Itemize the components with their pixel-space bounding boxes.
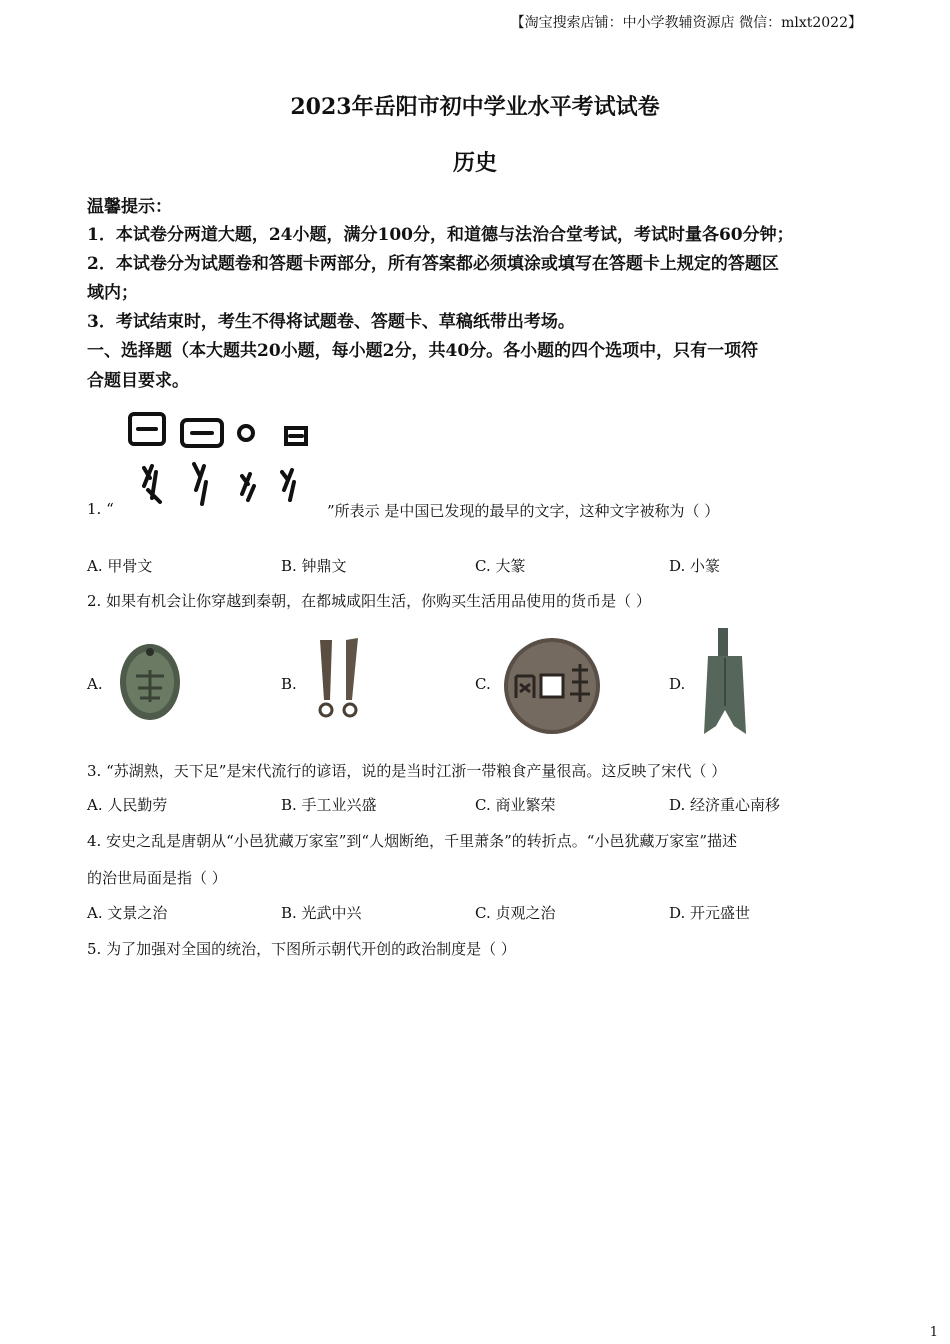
q4-option-a: A. 文景之治 — [87, 904, 168, 922]
question-1-stem-suffix: ”所表示 是中国已发现的最早的文字，这种文字被称为（ ） — [327, 502, 720, 520]
section-heading-cont: 合题目要求。 — [87, 371, 189, 391]
question-3-stem: 3. “苏湖熟，天下足”是宋代流行的谚语，说的是当时江浙一带粮食产量很高。这反映了宋代（ ） — [87, 762, 727, 780]
tips-heading: 温馨提示： — [87, 197, 172, 217]
q4-option-b: B. 光武中兴 — [281, 904, 362, 922]
knife-coin-image — [312, 636, 364, 720]
q3-option-d: D. 经济重心南移 — [669, 796, 781, 814]
q3-option-c: C. 商业繁荣 — [475, 796, 556, 814]
question-2-stem: 2. 如果有机会让你穿越到秦朝，在都城咸阳生活，你购买生活用品使用的货币是（ ） — [87, 592, 651, 610]
question-1-stem-prefix: 1. “ — [87, 500, 114, 518]
section-heading: 一、选择题（本大题共20小题，每小题2分，共40分。各小题的四个选项中，只有一项符 — [87, 341, 759, 361]
oracle-bone-script-image — [122, 406, 322, 511]
q3-option-b: B. 手工业兴盛 — [281, 796, 377, 814]
q1-option-a: A. 甲骨文 — [87, 557, 153, 575]
q2-option-b: B. — [281, 675, 297, 693]
subject-title: 历史 — [452, 150, 497, 176]
banliang-coin-image — [500, 636, 604, 736]
q1-option-b: B. 钟鼎文 — [281, 557, 347, 575]
question-4-stem-cont: 的治世局面是指（ ） — [87, 869, 227, 887]
q4-option-c: C. 贞观之治 — [475, 904, 556, 922]
q4-option-d: D. 开元盛世 — [669, 904, 751, 922]
tip-item: 1．本试卷分两道大题，24小题，满分100分，和道德与法治合堂考试，考试时量各60分钟； — [87, 225, 794, 245]
question-4-stem: 4. 安史之乱是唐朝从“小邑犹藏万家室”到“人烟断绝，千里萧条”的转折点。“小邑犹藏万家室”描述 — [87, 832, 738, 850]
q3-option-a: A. 人民勤劳 — [87, 796, 168, 814]
q2-option-c: C. — [475, 675, 491, 693]
q1-option-d: D. 小篆 — [669, 557, 721, 575]
ant-nose-coin-image — [116, 636, 184, 724]
tip-item: 域内； — [87, 283, 138, 303]
spade-coin-image — [694, 626, 756, 738]
question-5-stem: 5. 为了加强对全国的统治，下图所示朝代开创的政治制度是（ ） — [87, 940, 516, 958]
header-note: 【淘宝搜索店铺：中小学教辅资源店 微信：mlxt2022】 — [510, 15, 862, 31]
exam-title: 2023年岳阳市初中学业水平考试试卷 — [290, 94, 660, 120]
page-number: 1 — [929, 1325, 938, 1340]
tip-item: 3．考试结束时，考生不得将试题卷、答题卡、草稿纸带出考场。 — [87, 312, 575, 332]
q2-option-a: A. — [87, 675, 103, 693]
q1-option-c: C. 大篆 — [475, 557, 526, 575]
tip-item: 2．本试卷分为试题卷和答题卡两部分，所有答案都必须填涂或填写在答题卡上规定的答题区 — [87, 254, 779, 274]
q2-option-d: D. — [669, 675, 686, 693]
